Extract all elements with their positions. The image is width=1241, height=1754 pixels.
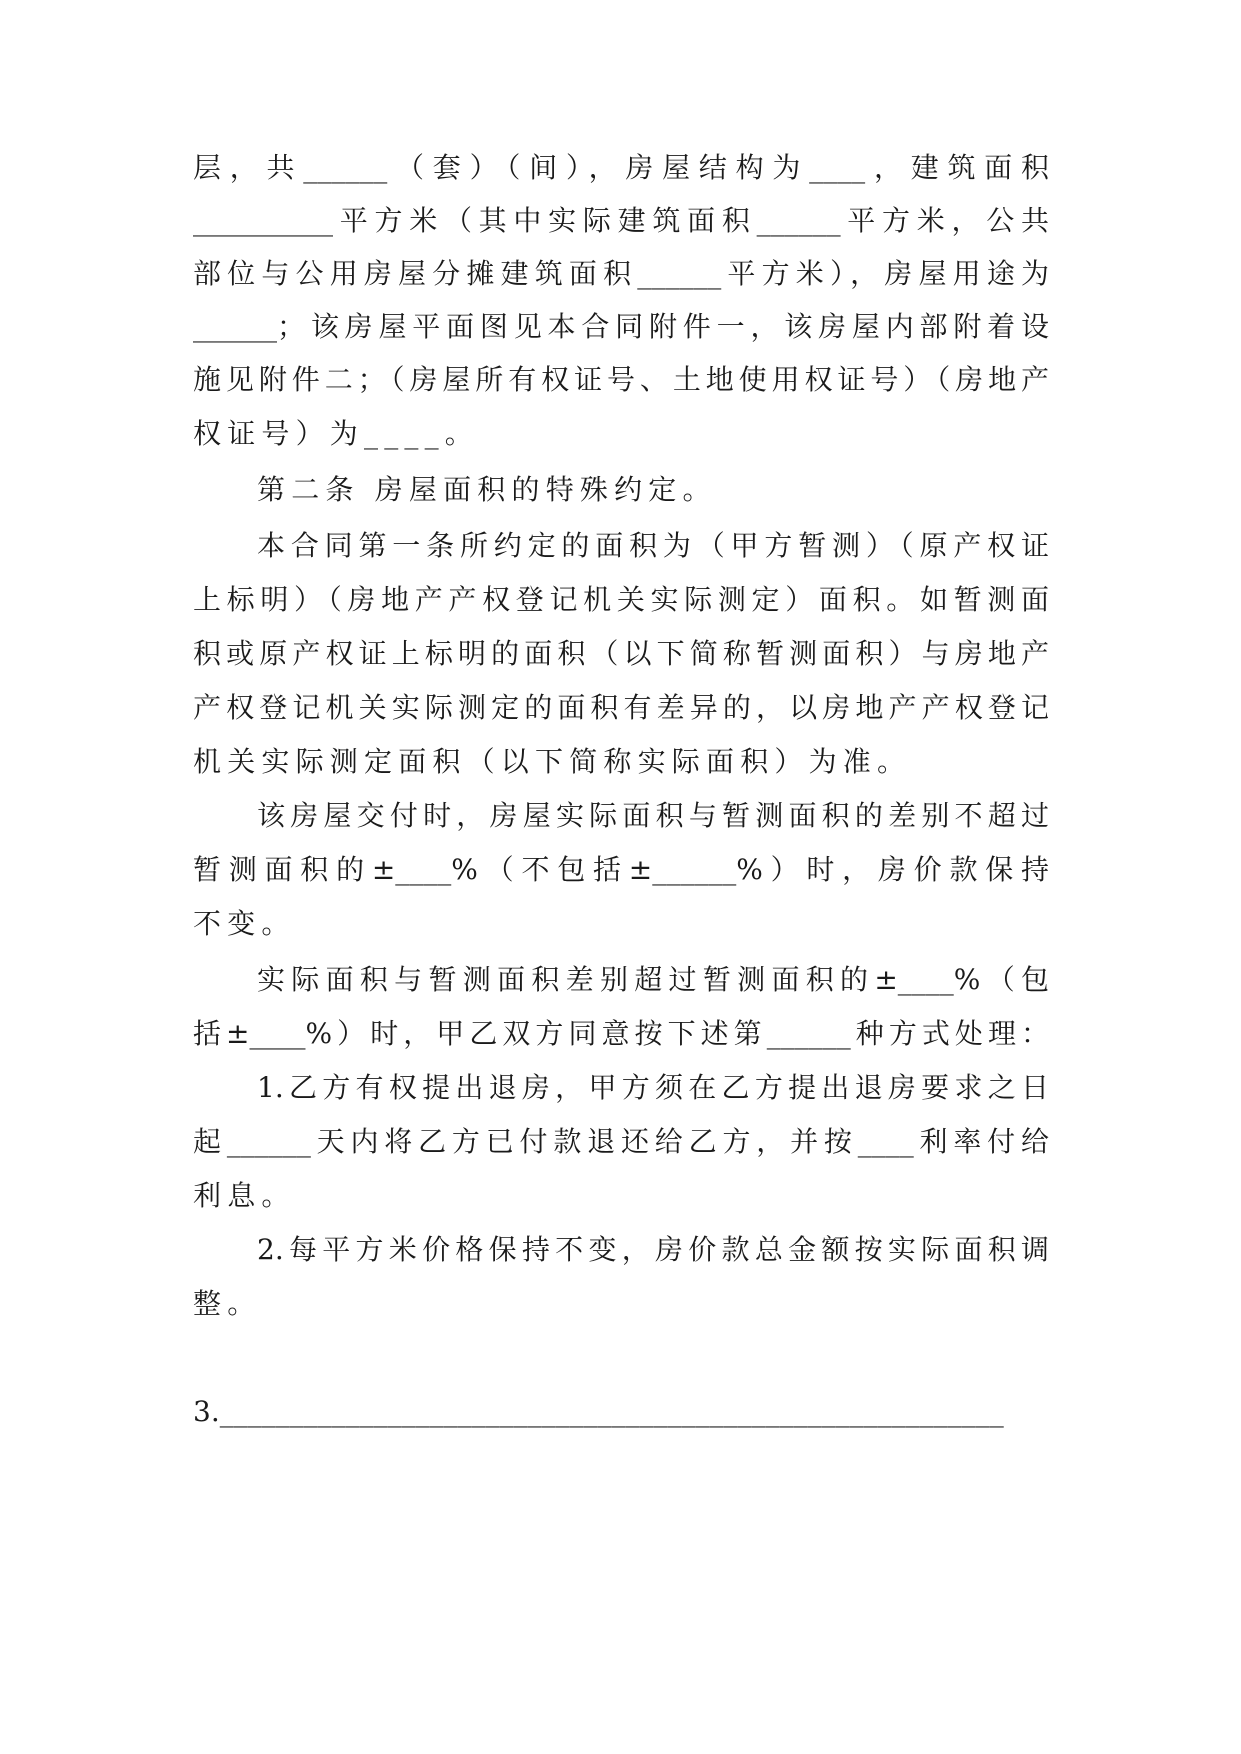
text-line: 括±____%）时，甲乙双方同意按下述第______种方式处理：: [193, 1017, 1049, 1050]
text-line: 产权登记机关实际测定的面积有差异的，以房地产产权登记: [193, 691, 1049, 724]
text-line: 机关实际测定面积（以下简称实际面积）为准。: [193, 745, 912, 778]
list-item: 3.________________________________________________________: [193, 1395, 1004, 1428]
text-line: 层，共______（套）（间），房屋结构为____，建筑面积: [193, 151, 1049, 184]
text-line: 上标明）（房地产产权登记机关实际测定）面积。如暂测面: [193, 583, 1049, 616]
text-line: 积或原产权证上标明的面积（以下简称暂测面积）与房地产: [193, 637, 1049, 670]
text-line: 不变。: [193, 907, 296, 940]
text-line: 暂测面积的±____%（不包括±______%）时，房价款保持: [193, 853, 1049, 886]
text-line: 利息。: [193, 1179, 296, 1212]
text-line: __________平方米（其中实际建筑面积______平方米，公共: [193, 204, 1049, 237]
text-line: ______；该房屋平面图见本合同附件一，该房屋内部附着设: [193, 310, 1049, 343]
text-line: 该房屋交付时，房屋实际面积与暂测面积的差别不超过: [257, 799, 1049, 832]
text-line: 部位与公用房屋分摊建筑面积______平方米），房屋用途为: [193, 257, 1049, 290]
list-item: 2.每平方米价格保持不变，房价款总金额按实际面积调: [257, 1233, 1049, 1266]
text-line: 整。: [193, 1287, 262, 1320]
text-line: 权证号）为____。: [193, 417, 480, 450]
text-line: 本合同第一条所约定的面积为（甲方暂测）（原产权证: [257, 529, 1049, 562]
section-heading: 第二条 房屋面积的特殊约定。: [257, 473, 717, 506]
list-item: 1.乙方有权提出退房，甲方须在乙方提出退房要求之日: [257, 1071, 1049, 1104]
text-line: 起______天内将乙方已付款退还给乙方，并按____利率付给: [193, 1125, 1049, 1158]
text-line: 施见附件二；（房屋所有权证号、土地使用权证号）（房地产: [193, 363, 1049, 396]
text-line: 实际面积与暂测面积差别超过暂测面积的±____%（包: [257, 963, 1049, 996]
